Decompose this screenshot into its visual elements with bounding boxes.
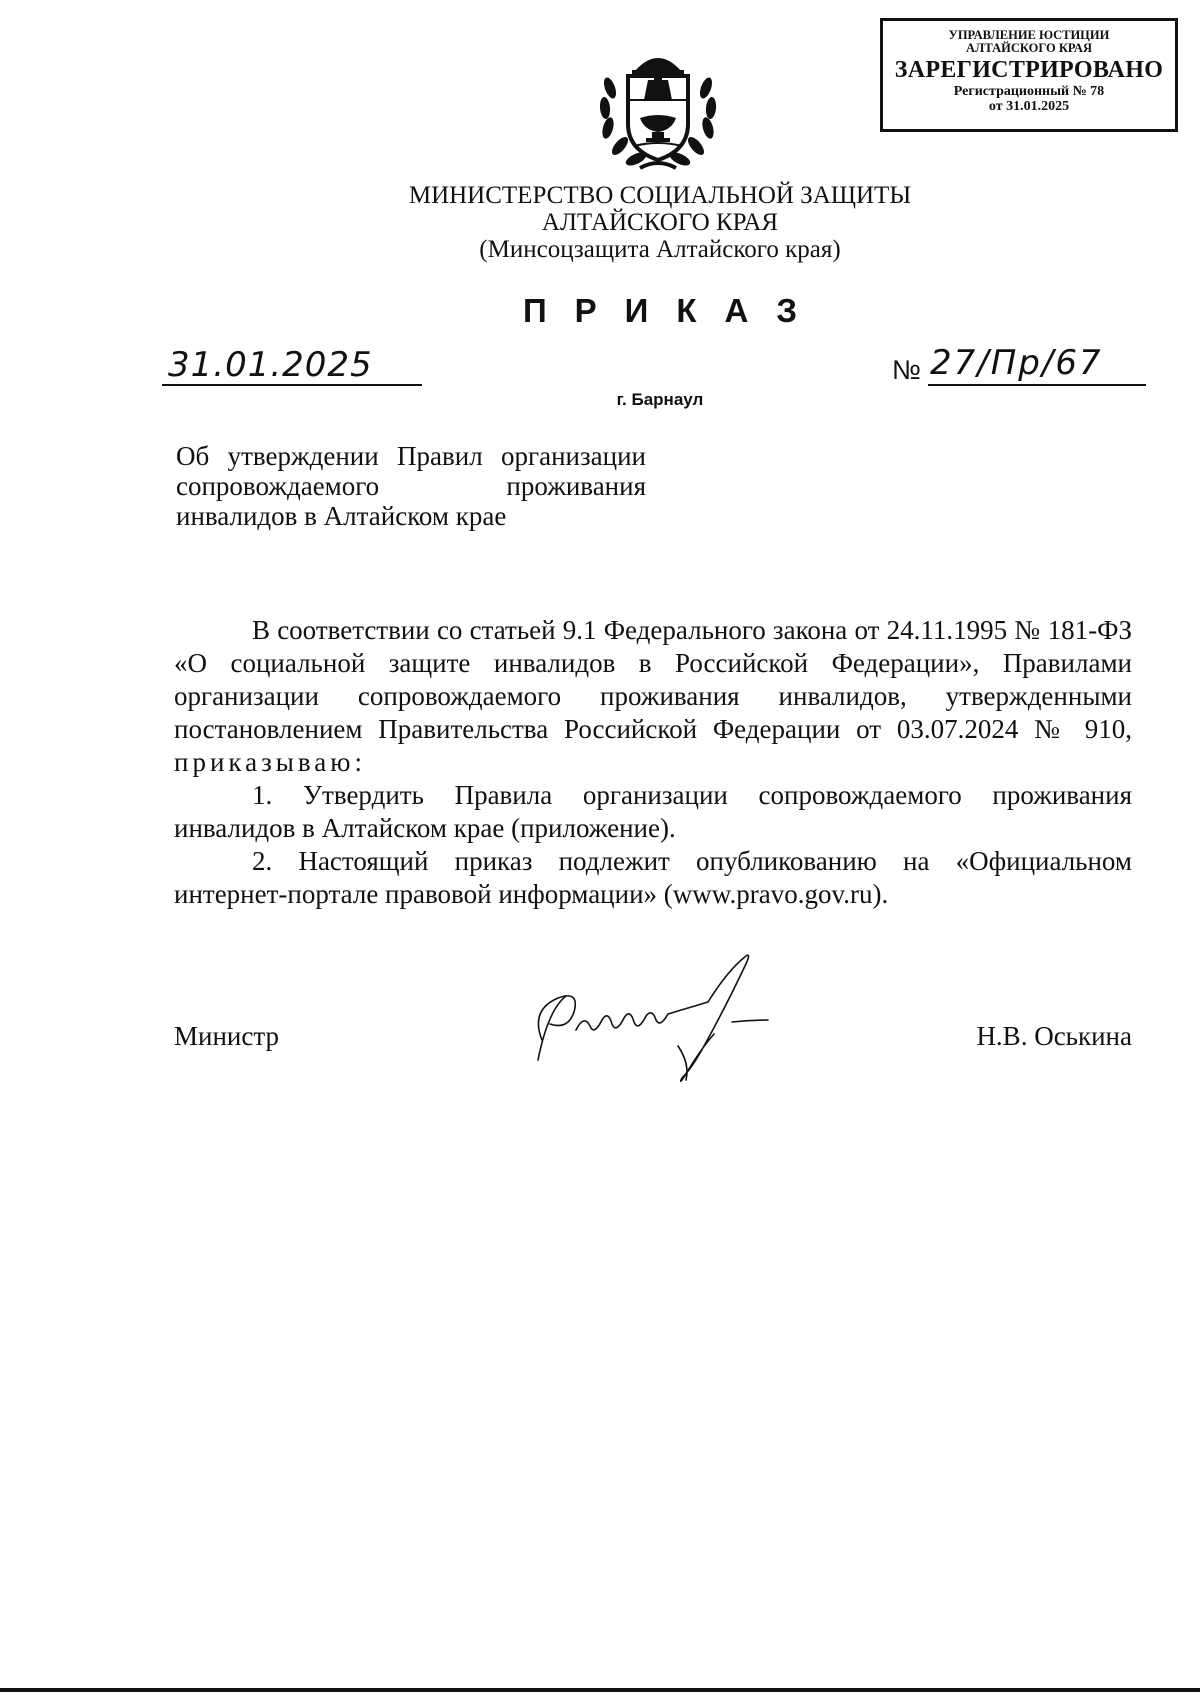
body-intro-paragraph xyxy=(174,614,1132,779)
ministry-name xyxy=(300,182,1020,263)
ministry-short-name: (Минсоцзащита Алтайского края) xyxy=(479,236,841,263)
body-intro: В соответствии со статьей 9.1 Федерального закона от 24.11.1995 № 181-ФЗ «О социальной защите инвалидов в Российской Федерации», Правилами организации сопровождаемого проживания инвалидов, утвержденными постановлением Правительства Российской Федерации от 03.07.2024 № 910, xyxy=(174,615,1132,744)
signatory-role: Министр xyxy=(174,1021,279,1051)
body-item-1: 1. Утвердить Правила организации сопровождаемого проживания инвалидов в Алтайском крае (приложение). xyxy=(174,780,1132,843)
date-underline xyxy=(162,384,422,386)
city: г. Барнаул xyxy=(616,390,704,409)
order-subject: Об утверждении Правил организации сопровождаемого проживания инвалидов в Алтайском крае xyxy=(176,441,646,531)
body-item-2: 2. Настоящий приказ подлежит опубликованию на «Официальном интернет-портале правовой информации» (www.pravo.gov.ru). xyxy=(174,846,1132,909)
number-underline xyxy=(928,384,1146,386)
order-date: 31.01.2025 xyxy=(168,345,373,385)
order-number: 27/Пр/67 xyxy=(930,343,1103,383)
scan-bottom-edge xyxy=(0,1688,1200,1692)
stamp-registration-number: Регистрационный № 78 xyxy=(953,84,1105,100)
body-command: приказываю: xyxy=(174,747,366,777)
document-type: ПРИКАЗ xyxy=(522,292,826,329)
stamp-region: АЛТАЙСКОГО КРАЯ xyxy=(966,41,1092,56)
handwritten-signature xyxy=(528,950,828,1100)
order-body xyxy=(174,614,1132,911)
ministry-line2: АЛТАЙСКОГО КРАЯ xyxy=(541,209,779,236)
stamp-department: УПРАВЛЕНИЕ ЮСТИЦИИ xyxy=(948,28,1110,42)
number-sign: № xyxy=(892,355,921,385)
stamp-status: ЗАРЕГИСТРИРОВАНО xyxy=(894,57,1164,84)
coat-of-arms-icon xyxy=(588,38,728,178)
registration-stamp xyxy=(880,18,1178,132)
signatory-name: Н.В. Оськина xyxy=(976,1021,1132,1051)
stamp-registration-date: от 31.01.2025 xyxy=(988,99,1070,115)
ministry-line1: МИНИСТЕРСТВО СОЦИАЛЬНОЙ ЗАЩИТЫ xyxy=(408,182,912,209)
